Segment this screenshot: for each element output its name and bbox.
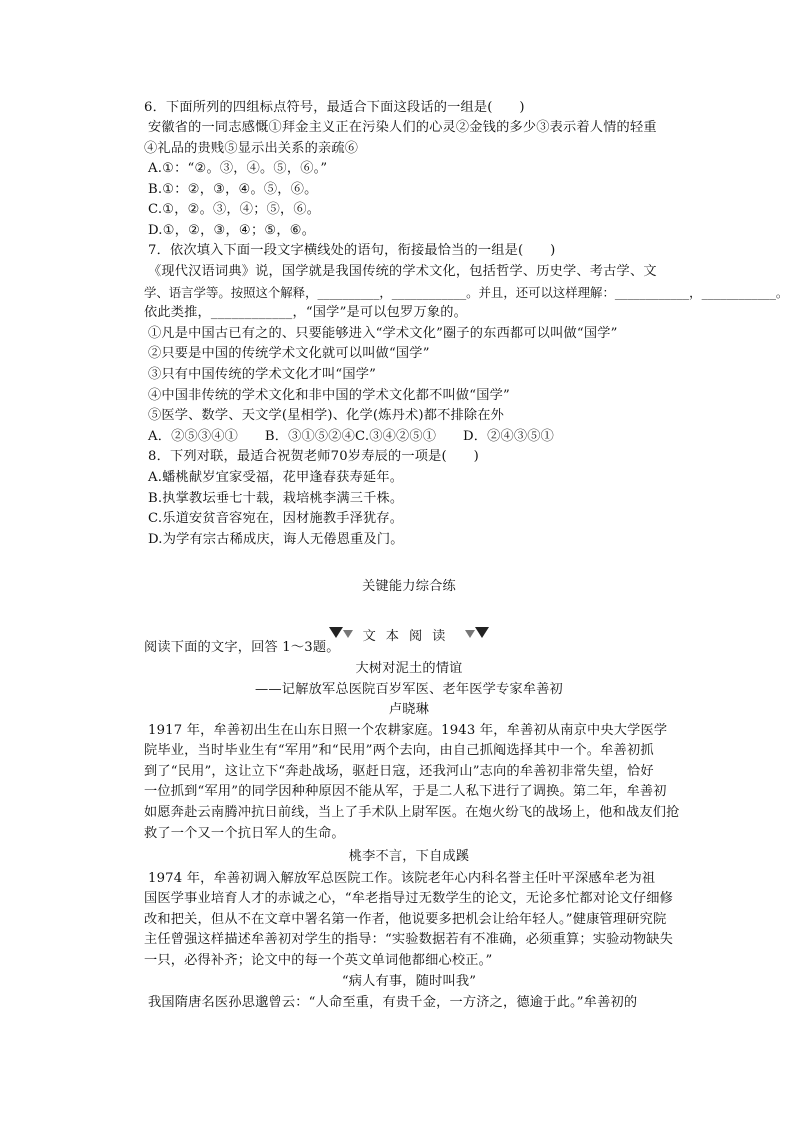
q8-option-c: C.乐道安贫音容宛在，因材施教手泽犹存。 (148, 511, 404, 526)
q6-option-a: A.①：“②。③，④。⑤，⑥。” (148, 161, 328, 176)
section-title: 关键能力综合练 (362, 579, 456, 594)
q6-option-b: B.①：②，③，④。⑤，⑥。 (148, 182, 318, 197)
reading-section-header (0, 624, 794, 644)
q7-stem: 7．依次填入下面一段文字横线处的语句，衔接最恰当的一组是( ) (148, 243, 556, 258)
q6-stem: 6．下面所列的四组标点符号，最适合下面这段话的一组是( ) (144, 100, 525, 115)
article-subtitle: ——记解放军总医院百岁军医、老年医学专家牟善初 (255, 682, 563, 697)
q7-item-1: ①凡是中国古已有之的、只要能够进入“学术文化”圈子的东西都可以叫做“国学” (148, 326, 618, 341)
article-author: 卢晓琳 (388, 702, 430, 717)
p2-line-3: 改和把关，但从不在文章中署名第一作者，他说要多把机会让给年轻人。”健康管理研究院 (144, 912, 667, 927)
q7-passage-line-1: 《现代汉语词典》说，国学就是我国传统的学术文化，包括哲学、历史学、考古学、文 (148, 264, 657, 279)
q7-item-3: ③只有中国传统的学术文化才叫“国学” (148, 367, 377, 382)
q7-options: A．②⑤③④① B．③①⑤②④C.③④②⑤① D．②④③⑤① (148, 429, 555, 444)
p2-line-4: 主任曾强这样描述牟善初对学生的指导：“实验数据若有不准确，必须重算；实验动物缺失 (144, 932, 674, 947)
p2-line-2: 国医学事业培育人才的赤诚之心，“牟老指导过无数学生的论文，无论多忙都对论文仔细修 (144, 891, 674, 906)
p3-line-1: 我国隋唐名医孙思邈曾云：“人命至重，有贵千金，一方济之，德逾于此。”牟善初的 (148, 995, 638, 1010)
q6-option-c: C.①，②。③，④；⑤，⑥。 (148, 202, 321, 217)
q8-option-d: D.为学有宗古稀成庆，诲人无倦恩重及门。 (148, 532, 404, 547)
p1-line-4: 一位抓到“军用”的同学因种种原因不能从军，于是二人私下进行了调换。第二年，牟善初 (144, 784, 667, 799)
triangle-right-icon (465, 627, 489, 642)
article-title: 大树对泥土的情谊 (355, 661, 463, 676)
p1-line-2: 院毕业，当时毕业生有“军用”和“民用”两个去向，由自己抓阄选择其中一个。牟善初抓 (144, 743, 654, 758)
q8-stem: 8．下列对联，最适合祝贺老师70岁寿辰的一项是( ) (148, 449, 479, 464)
q8-option-a: A.蟠桃献岁宜家受福，花甲逢春获寿延年。 (148, 470, 404, 485)
reading-header-text: 文本阅读 (362, 628, 456, 644)
article-heading-3: “病人有事，随时叫我” (341, 974, 477, 989)
q6-option-d: D.①，②，③，④；⑤，⑥。 (148, 223, 316, 238)
q7-passage-line-3: 依此类推，____________，“国学”是可以包罗万象的。 (144, 305, 467, 320)
q6-passage-line-1: 安徽省的一同志感慨①拜金主义正在污染人们的心灵②金钱的多少③表示着人情的轻重 (148, 120, 657, 135)
p1-line-3: 到了“民用”，这让立下“奔赴战场，驱赶日寇，还我河山”志向的牟善初非常失望，恰好 (144, 764, 654, 779)
p2-line-5: 一只，必得补齐；论文中的每一个英文单词他都细心校正。” (144, 953, 493, 968)
p2-line-1: 1974 年，牟善初调入解放军总医院工作。该院老年心内科名誉主任叶平深感牟老为祖 (148, 871, 656, 886)
reading-intro: 阅读下面的文字，回答 1～3题。 (144, 640, 340, 655)
q6-passage-line-2: ④礼品的贵贱⑤显示出关系的亲疏⑥ (144, 141, 359, 156)
q7-passage-line-2: 学、语言学等。按照这个解释，__________，____________。并且，还可以这样理解：____________，____________。 (144, 285, 789, 300)
article-heading-2: 桃李不言，下自成蹊 (348, 849, 470, 864)
q7-item-5: ⑤医学、数学、天文学(星相学)、化学(炼丹术)都不排除在外 (148, 408, 505, 423)
p1-line-1: 1917 年，牟善初出生在山东日照一个农耕家庭。1943 年，牟善初从南京中央大学医学 (148, 723, 668, 738)
p1-line-5: 如愿奔赴云南腾冲抗日前线，当上了手术队上尉军医。在炮火纷飞的战场上，他和战友们抢 (144, 805, 680, 820)
p1-line-6: 救了一个又一个抗日军人的生命。 (144, 826, 345, 841)
q7-item-4: ④中国非传统的学术文化和非中国的学术文化都不叫做“国学” (148, 388, 510, 403)
q8-option-b: B.执掌教坛垂七十载，栽培桃李满三千株。 (148, 491, 404, 506)
q7-item-2: ②只要是中国的传统学术文化就可以叫做“国学” (148, 346, 430, 361)
